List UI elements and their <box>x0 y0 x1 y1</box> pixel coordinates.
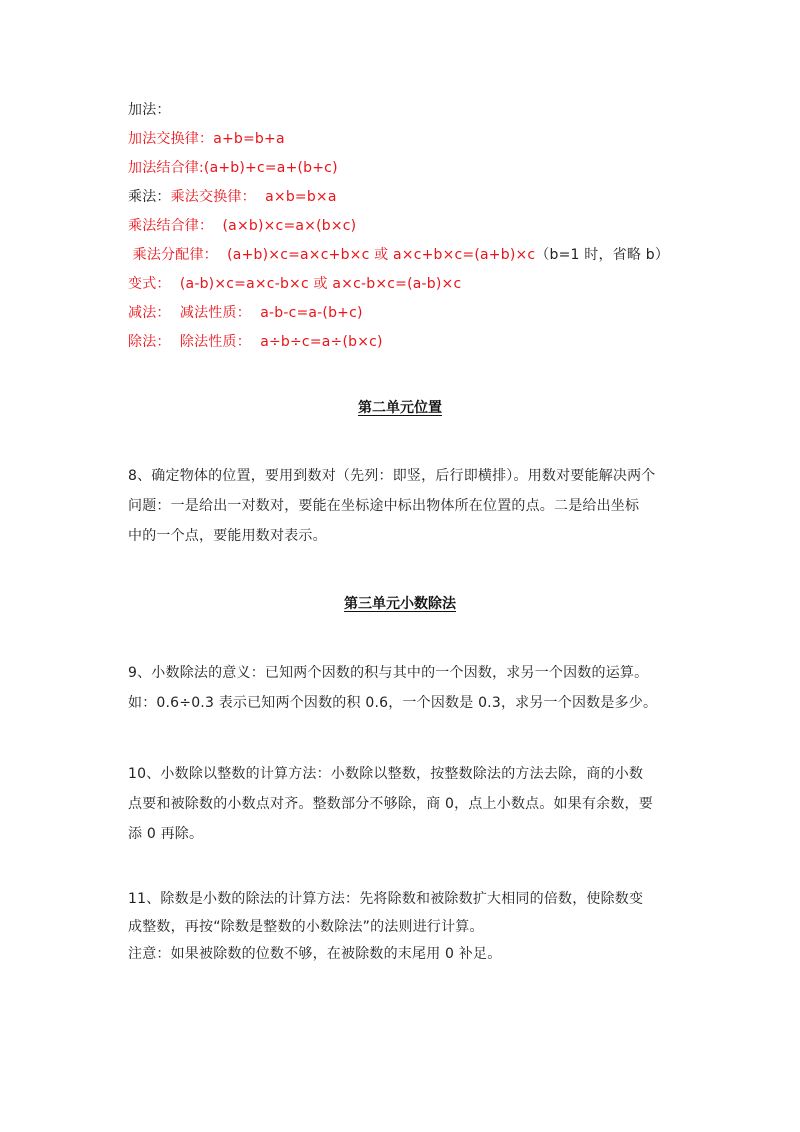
unit3-heading: 第三单元小数除法 <box>344 596 456 612</box>
paragraph-9-line-1: 9、小数除法的意义：已知两个因数的积与其中的一个因数，求另一个因数的运算。 <box>128 665 649 681</box>
paragraph-9-line-2: 如：0.6÷0.3 表示已知两个因数的积 0.6，一个因数是 0.3，求另一个因数是多少。 <box>128 695 658 711</box>
multiplication-commutative-law <box>128 187 337 207</box>
paragraph-11-line-2: 成整数，再按“除数是整数的小数除法”的法则进行计算。 <box>128 919 484 935</box>
note-line: 注意：如果被除数的位数不够，在被除数的末尾用 0 补足。 <box>128 946 502 962</box>
distributive-note: （b=1 时，省略 b） <box>535 247 670 263</box>
addition-label: 加法： <box>128 102 171 118</box>
paragraph-10-line-3: 添 0 再除。 <box>128 826 204 842</box>
distributive-formula: 乘法分配律： (a+b)×c=a×c+b×c 或 a×c+b×c=(a+b)×c <box>128 247 536 263</box>
paragraph-8-line-1: 8、确定物体的位置，要用到数对（先列：即竖，后行即横排）。用数对要能解决两个 <box>128 468 656 484</box>
paragraph-8-line-3: 中的一个点，要能用数对表示。 <box>128 528 327 544</box>
unit2-heading: 第二单元位置 <box>358 400 442 416</box>
paragraph-10-line-2: 点要和被除数的小数点对齐。整数部分不够除，商 0，点上小数点。如果有余数，要 <box>128 796 653 812</box>
paragraph-10-line-1: 10、小数除以整数的计算方法：小数除以整数，按整数除法的方法去除，商的小数 <box>128 766 644 782</box>
distributive-variant: 变式： (a-b)×c=a×c-b×c 或 a×c-b×c=(a-b)×c <box>128 276 462 292</box>
subtraction-property: 减法： 减法性质： a-b-c=a-(b+c) <box>128 305 363 321</box>
multiplication-commutative-text: 乘法交换律： a×b=b×a <box>170 189 337 205</box>
multiplication-label: 乘法： <box>128 189 171 205</box>
division-property: 除法： 除法性质： a÷b÷c=a÷(b×c) <box>128 334 383 350</box>
paragraph-8-line-2: 问题：一是给出一对数对，要能在坐标途中标出物体所在位置的点。二是给出坐标 <box>128 498 640 514</box>
paragraph-11-line-1: 11、除数是小数的除法的计算方法：先将除数和被除数扩大相同的倍数，使除数变 <box>128 891 644 907</box>
addition-associative-law: 加法结合律:(a+b)+c=a+(b+c) <box>128 160 338 176</box>
multiplication-associative-law: 乘法结合律： (a×b)×c=a×(b×c) <box>128 218 357 234</box>
multiplication-distributive-law <box>128 245 669 265</box>
addition-commutative-law: 加法交换律：a+b=b+a <box>128 131 285 147</box>
